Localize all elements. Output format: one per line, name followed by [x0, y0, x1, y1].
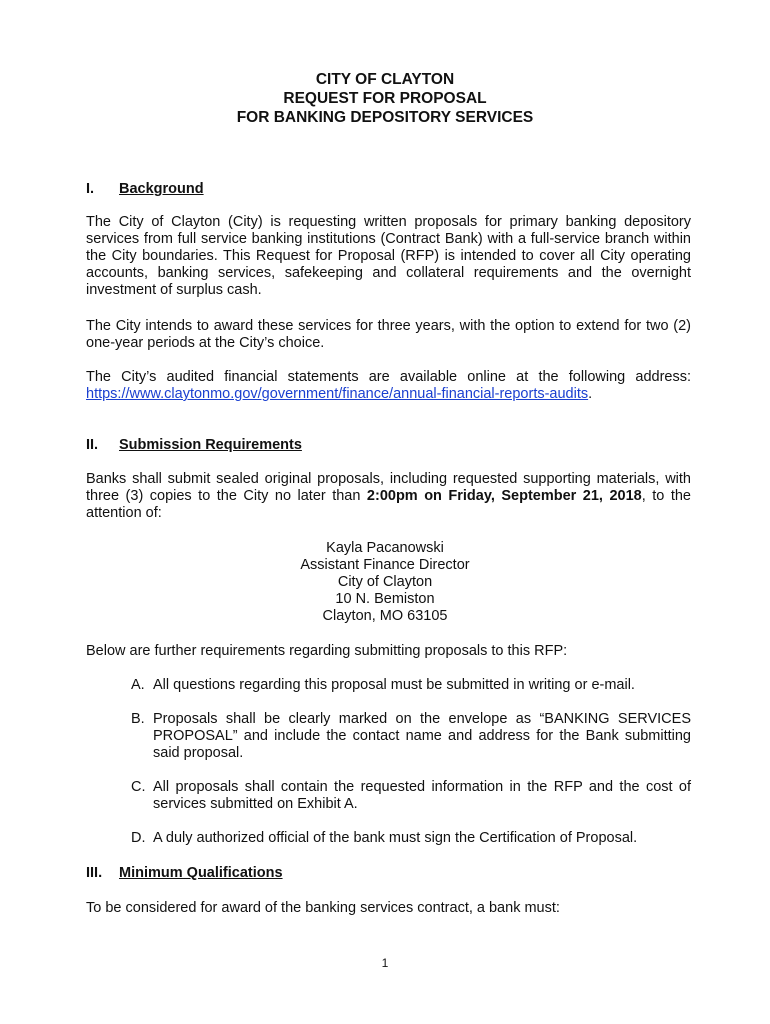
link-period: .: [588, 386, 593, 402]
section-2-paragraph-1: [86, 471, 691, 522]
section-2-heading: [86, 437, 302, 453]
section-2-number: II.: [86, 437, 99, 453]
section-3-number: III.: [86, 865, 103, 881]
document-title: [0, 70, 770, 127]
requirement-letter: D.: [131, 830, 146, 846]
requirement-item: [131, 711, 691, 762]
section-1-paragraph-2: The City intends to award these services for three years, with the option to extend for two (2) one-year periods at the City’s choice.: [86, 318, 691, 351]
requirement-text: All questions regarding this proposal must be submitted in writing or e-mail.: [153, 677, 635, 693]
page-number: 1: [381, 956, 389, 970]
requirement-letter: B.: [131, 711, 145, 727]
section-1-number: I.: [86, 181, 95, 197]
financial-reports-link[interactable]: https://www.claytonmo.gov/government/finance/annual-financial-reports-audits: [86, 386, 589, 402]
section-2-title: Submission Requirements: [119, 437, 302, 453]
contact-address-block: [0, 540, 770, 625]
contact-name: Kayla Pacanowski: [326, 540, 444, 556]
section-3-title: Minimum Qualifications: [119, 865, 283, 881]
contact-organization: City of Clayton: [337, 574, 433, 590]
requirement-text: A duly authorized official of the bank must sign the Certification of Proposal.: [153, 830, 638, 846]
requirement-letter: A.: [131, 677, 145, 693]
requirement-item: [131, 830, 691, 847]
requirement-letter: C.: [131, 779, 146, 795]
section-1-title: Background: [119, 181, 204, 197]
title-line-3: FOR BANKING DEPOSITORY SERVICES: [236, 109, 534, 126]
submission-text-end: , to the attention of:: [86, 488, 691, 521]
requirement-text: Proposals shall be clearly marked on the envelope as “BANKING SERVICES PROPOSAL” and include the contact name and address for the Bank submitting said proposal.: [153, 711, 691, 761]
section-1-heading: [86, 181, 204, 197]
section-2-paragraph-2: Below are further requirements regarding submitting proposals to this RFP:: [86, 643, 568, 659]
section-1-paragraph-3: [86, 369, 691, 403]
title-line-1: CITY OF CLAYTON: [315, 71, 455, 88]
submission-deadline: 2:00pm on Friday, September 21, 2018: [366, 488, 642, 504]
section-3-heading: [86, 865, 283, 881]
title-line-2: REQUEST FOR PROPOSAL: [283, 90, 487, 107]
section-3-paragraph-1: To be considered for award of the banking services contract, a bank must:: [86, 900, 560, 916]
requirement-text: All proposals shall contain the requested information in the RFP and the cost of services submitted on Exhibit A.: [153, 779, 691, 812]
section-1-paragraph-1: The City of Clayton (City) is requesting written proposals for primary banking depository services from full service banking institutions (Contract Bank) with a full-service branch within the City boundaries. This Request for Proposal (RFP) is intended to cover all City operating accounts, banking services, safekeeping and collateral requirements and the overnight investment of surplus cash.: [86, 214, 691, 298]
requirement-item: [131, 677, 691, 694]
requirement-item: [131, 779, 691, 813]
financial-statements-text: The City’s audited financial statements are available online at the following address:: [86, 369, 691, 385]
contact-city: Clayton, MO 63105: [322, 608, 448, 624]
contact-street: 10 N. Bemiston: [335, 591, 435, 607]
submission-text: Banks shall submit sealed original proposals, including requested supporting materials, with three (3) copies to the City no later than: [86, 471, 691, 504]
contact-position: Assistant Finance Director: [300, 557, 470, 573]
